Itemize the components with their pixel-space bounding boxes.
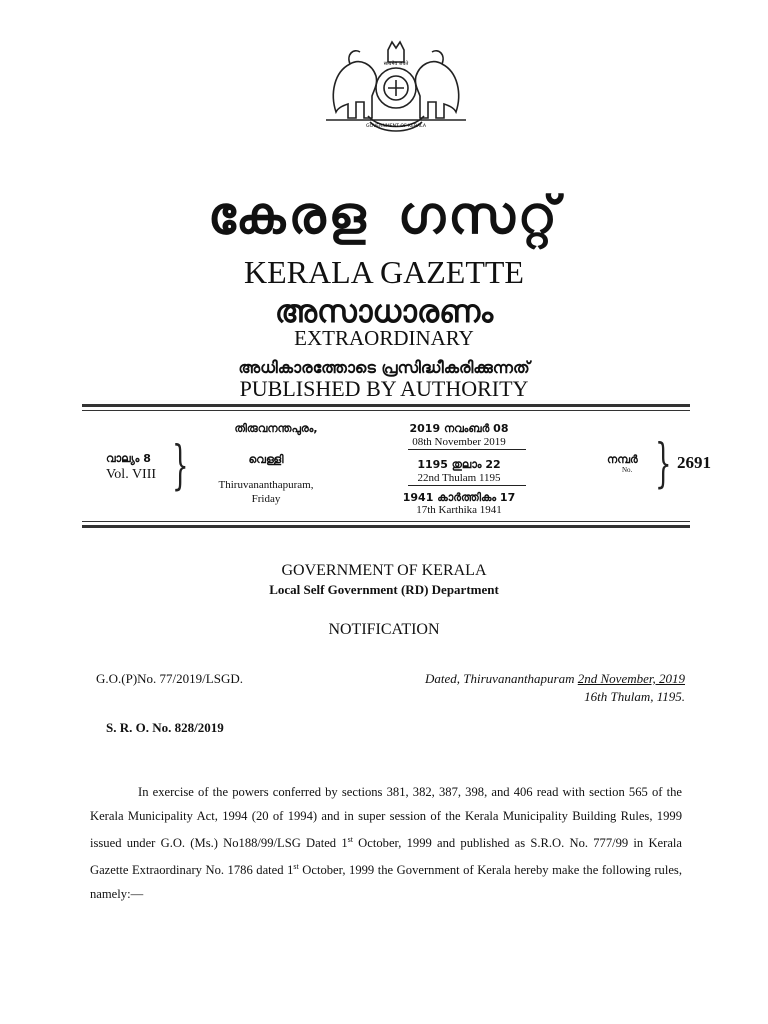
emblem-motto: सत्यमेव जयते <box>383 61 409 67</box>
extraordinary-malayalam: അസാധാരണം <box>274 294 494 330</box>
day-english: Friday <box>251 493 281 505</box>
government-heading: GOVERNMENT OF KERALA <box>281 562 487 579</box>
dated-line <box>425 671 685 687</box>
date-divider <box>408 449 526 450</box>
volume-label: Vol. VIII <box>106 467 157 482</box>
header-rule-bottom-thick <box>82 525 690 528</box>
day-malayalam: വെള്ളി <box>248 453 284 466</box>
go-number: G.O.(P)No. 77/2019/LSGD. <box>96 671 243 686</box>
extraordinary-label: EXTRAORDINARY <box>294 326 474 350</box>
malayalam-era-date-malayalam: 1195 തുലാം 22 <box>417 458 501 471</box>
emblem-ribbon-text: GOVERNMENT OF KERALA <box>366 124 426 129</box>
sro-number: S. R. O. No. 828/2019 <box>106 720 224 735</box>
volume-label-malayalam: വാല്യം 8 <box>106 452 151 465</box>
header-rule-top-thin <box>82 410 690 411</box>
number-label: No. <box>622 466 633 474</box>
published-by-authority: PUBLISHED BY AUTHORITY <box>239 376 529 401</box>
department-heading: Local Self Government (RD) Department <box>269 582 499 597</box>
issue-number: 2691 <box>677 453 711 472</box>
saka-date-malayalam: 1941 കാർത്തികം 17 <box>402 491 516 504</box>
gregorian-date: 08th November 2019 <box>412 436 506 448</box>
header-rule-top-thick <box>82 404 690 407</box>
dated-malayalam-era: 16th Thulam, 1195. <box>584 689 685 704</box>
body-text-part-c: October, 1999 the Government of Kerala hereby make the following rules, namely:— <box>90 863 682 902</box>
place-english: Thiruvananthapuram, <box>218 479 314 491</box>
body-text-part-b: October, 1999 and published as S.R.O. No. 777/99 in Kerala Gazette Extraordinary No. 1786 dated 1 <box>90 836 683 878</box>
dated-prefix: Dated, Thiruvananthapuram <box>425 671 578 686</box>
body-superscript-a: st <box>347 835 353 844</box>
volume-brace: } <box>172 436 189 496</box>
notification-heading: NOTIFICATION <box>328 621 440 638</box>
header-rule-bottom-thin <box>82 521 690 522</box>
date-divider <box>408 485 526 486</box>
malayalam-era-date: 22nd Thulam 1195 <box>417 472 501 484</box>
dated-date: 2nd November, 2019 <box>577 671 685 686</box>
gazette-title: KERALA GAZETTE <box>244 254 524 290</box>
gazette-title-malayalam: കേരള ഗസറ്റ് <box>207 186 561 246</box>
body-text-part-a: In exercise of the powers conferred by sections 381, 382, 387, 398, and 406 read with section 565 of the Kerala Municipality Act, 1994 (20 of 1994) and in super session of the Kerala Municipality Building Rules, 1999 issued under G.O. (Ms.) No188/99/LSG Dated 1 <box>90 785 682 851</box>
published-by-authority-malayalam: അധികാരത്തോടെ പ്രസിദ്ധീകരിക്കുന്നത് <box>238 358 530 377</box>
place-malayalam: തിരുവനന്തപുരം, <box>234 422 318 435</box>
number-brace: } <box>655 434 672 494</box>
saka-date: 17th Karthika 1941 <box>416 504 502 516</box>
number-label-malayalam: നമ്പർ <box>607 453 638 466</box>
body-superscript-b: st <box>293 862 299 872</box>
kerala-state-emblem <box>316 34 476 134</box>
notification-body-paragraph <box>90 780 682 906</box>
gregorian-date-malayalam: 2019 നവംബർ 08 <box>409 422 509 435</box>
